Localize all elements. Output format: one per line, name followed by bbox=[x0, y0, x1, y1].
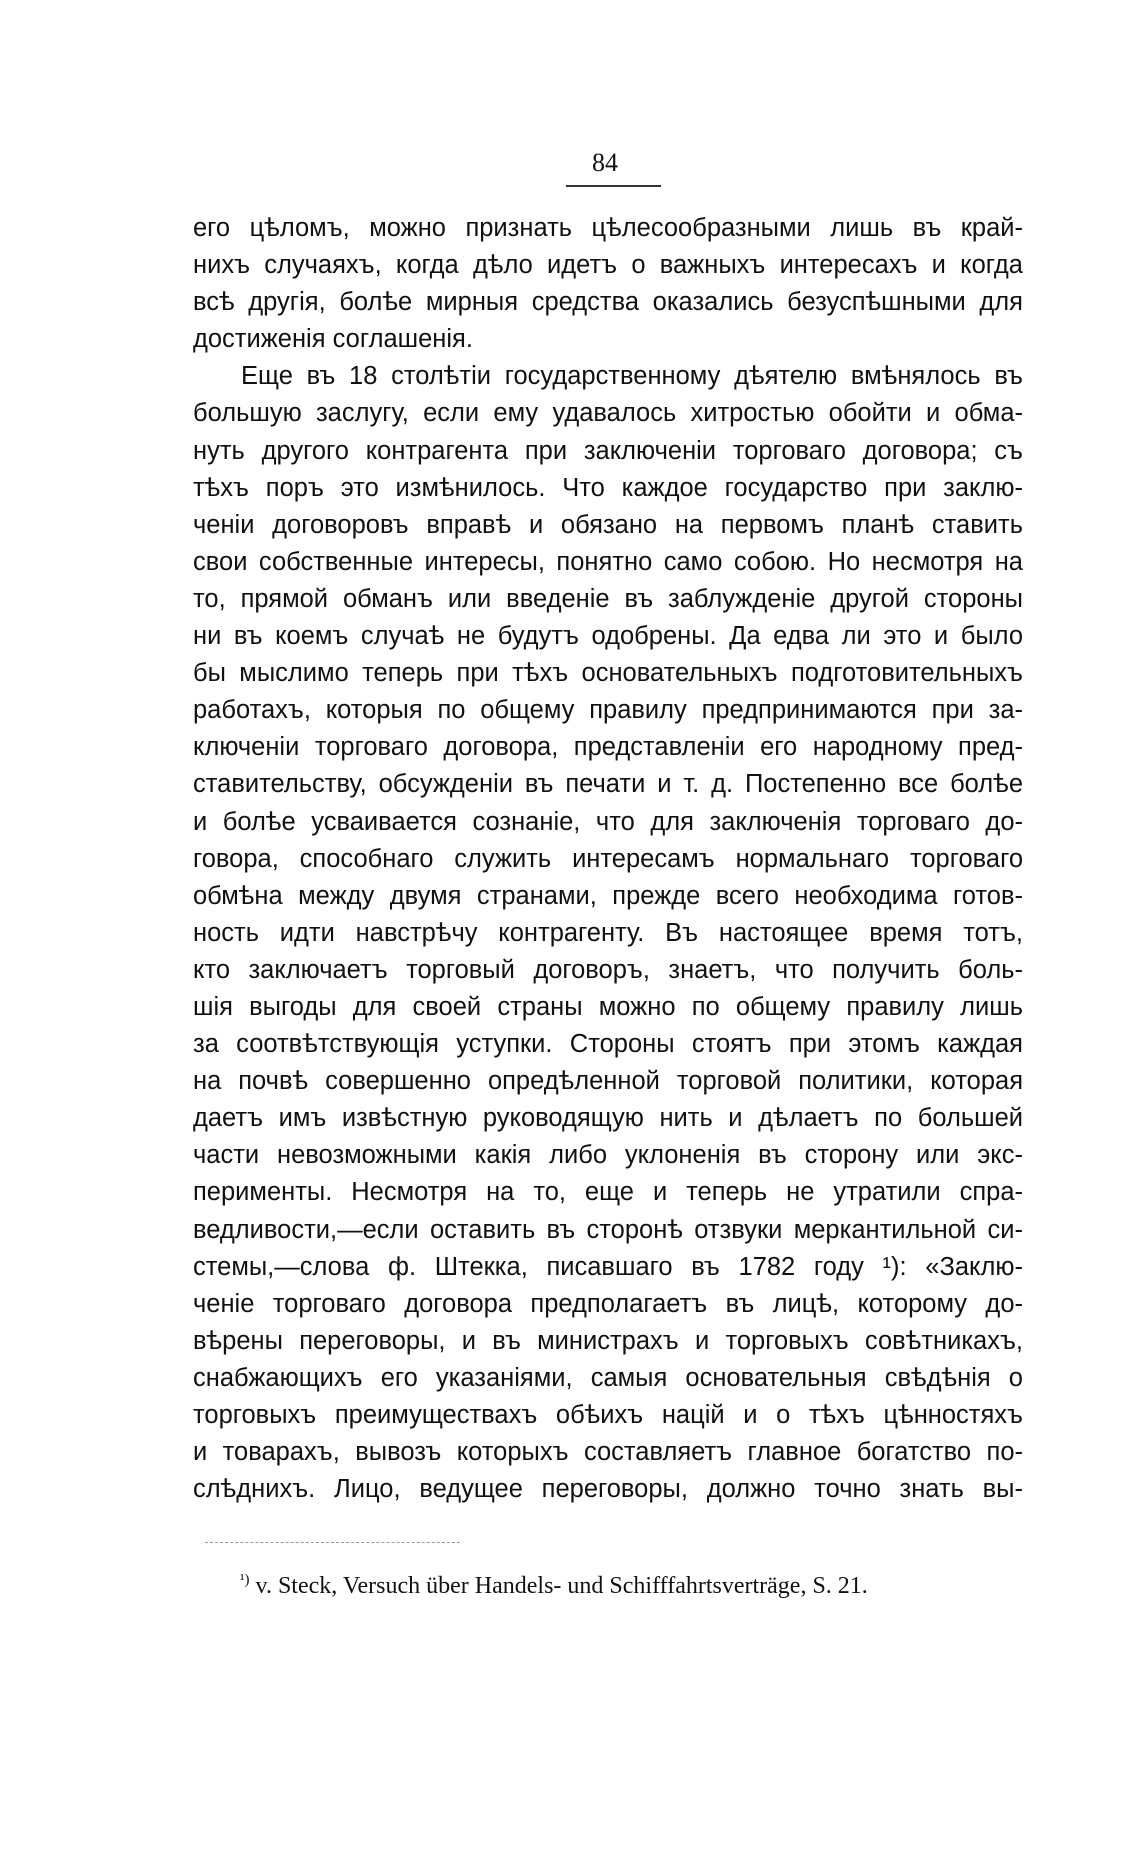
text-line: вѣрены переговоры, и въ министрахъ и торговыхъ совѣтникахъ, bbox=[193, 1326, 1023, 1355]
text-line: ченіи договоровъ вправѣ и обязано на первомъ планѣ ставить bbox=[193, 510, 1023, 539]
text-line: на почвѣ совершенно опредѣленной торговой политики, которая bbox=[193, 1067, 1023, 1096]
text-line: нуть другого контрагента при заключеніи торговаго договора; съ bbox=[193, 436, 1023, 465]
text-line: нихъ случаяхъ, когда дѣло идетъ о важныхъ интересахъ и когда bbox=[193, 251, 1023, 280]
text-line: шія выгоды для своей страны можно по общему правилу лишь bbox=[193, 992, 1023, 1021]
text-line: тѣхъ поръ это измѣнилось. Что каждое государство при заклю- bbox=[193, 473, 1023, 502]
text-line: ставительству, обсужденіи въ печати и т. д. Постепенно все болѣе bbox=[193, 770, 1023, 799]
text-line: свои собственные интересы, понятно само собою. Но несмотря на bbox=[193, 547, 1023, 576]
text-line: его цѣломъ, можно признать цѣлесообразными лишь въ край- bbox=[193, 214, 1023, 242]
text-line: работахъ, которыя по общему правилу предпринимаются при за- bbox=[193, 696, 1023, 725]
text-line: торговыхъ преимуществахъ обѣихъ націй и о тѣхъ цѣнностяхъ bbox=[193, 1401, 1023, 1429]
footnote bbox=[240, 1572, 868, 1600]
text-line: кто заключаетъ торговый договоръ, знаетъ, что получить боль- bbox=[193, 955, 1023, 984]
page-number: 84 bbox=[592, 148, 618, 177]
text-line: перименты. Несмотря на то, еще и теперь не утратили спра- bbox=[193, 1178, 1023, 1207]
text-line: и товарахъ, вывозъ которыхъ составляетъ главное богатство по- bbox=[193, 1438, 1023, 1467]
text-line: даетъ имъ извѣстную руководящую нить и дѣлаетъ по большей bbox=[193, 1104, 1023, 1133]
text-line: всѣ другія, болѣе мирныя средства оказались безуспѣшными для bbox=[193, 288, 1023, 317]
text-line: за соотвѣтствующія уступки. Стороны стоятъ при этомъ каждая bbox=[193, 1030, 1023, 1059]
header-rule bbox=[566, 185, 661, 187]
text-line: стемы,—слова ф. Штекка, писавшаго въ 1782 году ¹): «Заклю- bbox=[193, 1252, 1023, 1281]
text-line: ность идти навстрѣчу контрагенту. Въ настоящее время тотъ, bbox=[193, 918, 1023, 947]
body-text bbox=[193, 210, 1023, 1508]
text-line: обмѣна между двумя странами, прежде всего необходима готов- bbox=[193, 881, 1023, 910]
text-line: и болѣе усваивается сознаніе, что для заключенія торговаго до- bbox=[193, 807, 1023, 836]
text-line: ключеніи торговаго договора, представленіи его народному пред- bbox=[193, 733, 1023, 762]
footnote-marker: ¹) bbox=[240, 1572, 250, 1588]
text-line: ченіе торговаго договора предполагаетъ въ лицѣ, которому до- bbox=[193, 1289, 1023, 1318]
text-line: слѣднихъ. Лицо, ведущее переговоры, должно точно знать вы- bbox=[193, 1475, 1023, 1504]
text-line: Еще въ 18 столѣтіи государственному дѣятелю вмѣнялось въ bbox=[241, 362, 1023, 391]
text-line: части невозможными какія либо уклоненія въ сторону или экс- bbox=[193, 1141, 1023, 1170]
text-line: достиженія соглашенія. bbox=[193, 325, 473, 354]
text-line: ни въ коемъ случаѣ не будутъ одобрены. Да едва ли это и было bbox=[193, 622, 1023, 651]
text-line: бы мыслимо теперь при тѣхъ основательныхъ подготовительныхъ bbox=[193, 659, 1023, 688]
footnote-rule bbox=[205, 1542, 460, 1543]
footnote-text: v. Steck, Versuch über Handels- und Schifffahrtsverträge, S. 21. bbox=[255, 1573, 868, 1599]
text-line: большую заслугу, если ему удавалось хитростью обойти и обма- bbox=[193, 399, 1023, 428]
text-line: говора, способнаго служить интересамъ нормальнаго торговаго bbox=[193, 844, 1023, 873]
text-line: снабжающихъ его указаніями, самыя основательныя свѣдѣнія о bbox=[193, 1363, 1023, 1392]
text-line: то, прямой обманъ или введеніе въ заблужденіе другой стороны bbox=[193, 584, 1023, 613]
text-line: ведливости,—если оставить въ сторонѣ отзвуки меркантильной си- bbox=[193, 1215, 1023, 1244]
